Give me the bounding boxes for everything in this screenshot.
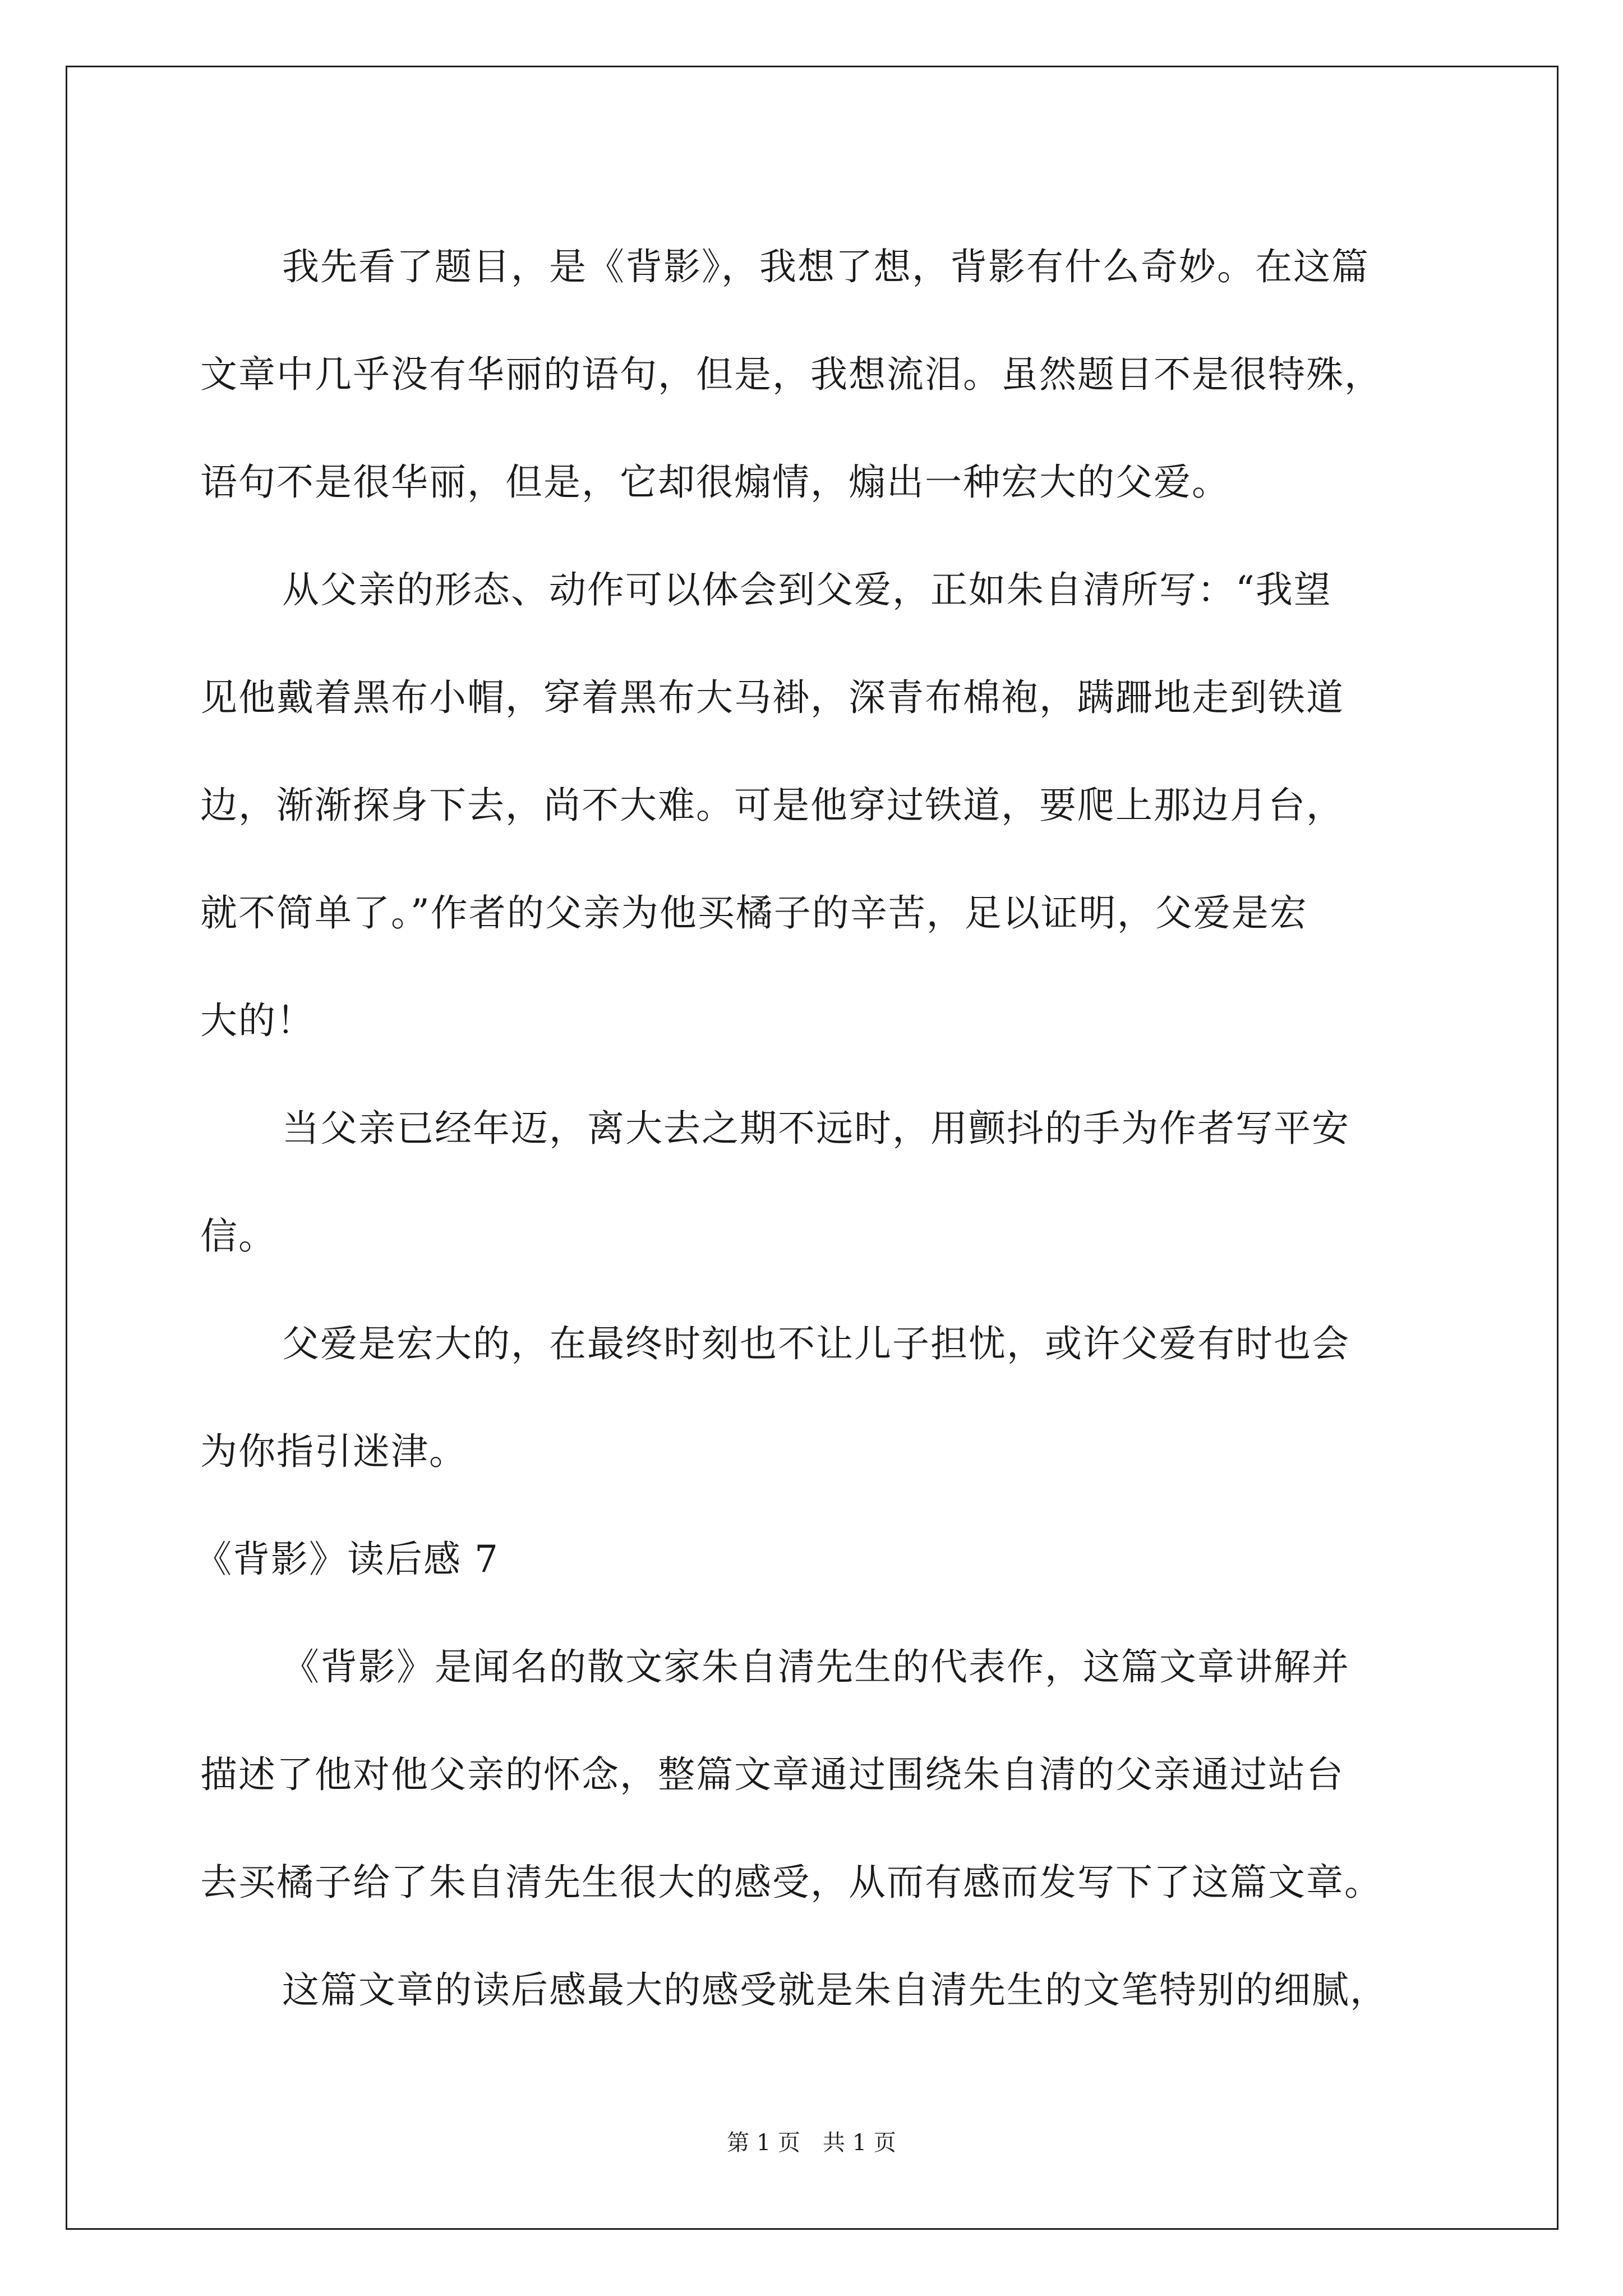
- paragraph-line: 信。: [200, 1214, 276, 1258]
- paragraph-line: 当父亲已经年迈，离大去之期不远时，用颤抖的手为作者写平安: [282, 1107, 1350, 1150]
- paragraph-line: 见他戴着黑布小帽，穿着黑布大马褂，深青布棉袍，蹒跚地走到铁道: [200, 676, 1344, 719]
- paragraph-line: 去买橘子给了朱自清先生很大的感受，从而有感而发写下了这篇文章。: [200, 1861, 1382, 1904]
- paragraph-line: 大的！: [200, 999, 315, 1042]
- paragraph-line: 就不简单了。”作者的父亲为他买橘子的辛苦，足以证明，父爱是宏: [200, 891, 1308, 935]
- section-heading: 《背影》读后感 7: [195, 1538, 499, 1581]
- paragraph-line: 这篇文章的读后感最大的感受就是朱自清先生的文笔特别的细腻，: [282, 1968, 1388, 2012]
- paragraph-line: 边，渐渐探身下去，尚不大难。可是他穿过铁道，要爬上那边月台，: [200, 784, 1344, 827]
- paragraph-line: 我先看了题目，是《背影》，我想了想，背影有什么奇妙。在这篇: [282, 245, 1370, 288]
- paragraph-line: 描述了他对他父亲的怀念，整篇文章通过围绕朱自清的父亲通过站台: [200, 1753, 1344, 1796]
- paragraph-line: 语句不是很华丽，但是，它却很煽情，煽出一种宏大的父爱。: [200, 461, 1230, 504]
- paragraph-line: 父爱是宏大的，在最终时刻也不让儿子担忧，或许父爱有时也会: [282, 1322, 1350, 1365]
- page-number: 第 1 页 共 1 页: [727, 2130, 896, 2156]
- paragraph-line: 为你指引迷津。: [200, 1430, 467, 1473]
- document-body: [195, 213, 1434, 2044]
- paragraph-line: 《背影》是闻名的散文家朱自清先生的代表作，这篇文章讲解并: [282, 1645, 1350, 1688]
- paragraph-line: 文章中几乎没有华丽的语句，但是，我想流泪。虽然题目不是很特殊，: [200, 353, 1382, 396]
- paragraph-line: 从父亲的形态、动作可以体会到父爱，正如朱自清所写：“我望: [282, 568, 1332, 611]
